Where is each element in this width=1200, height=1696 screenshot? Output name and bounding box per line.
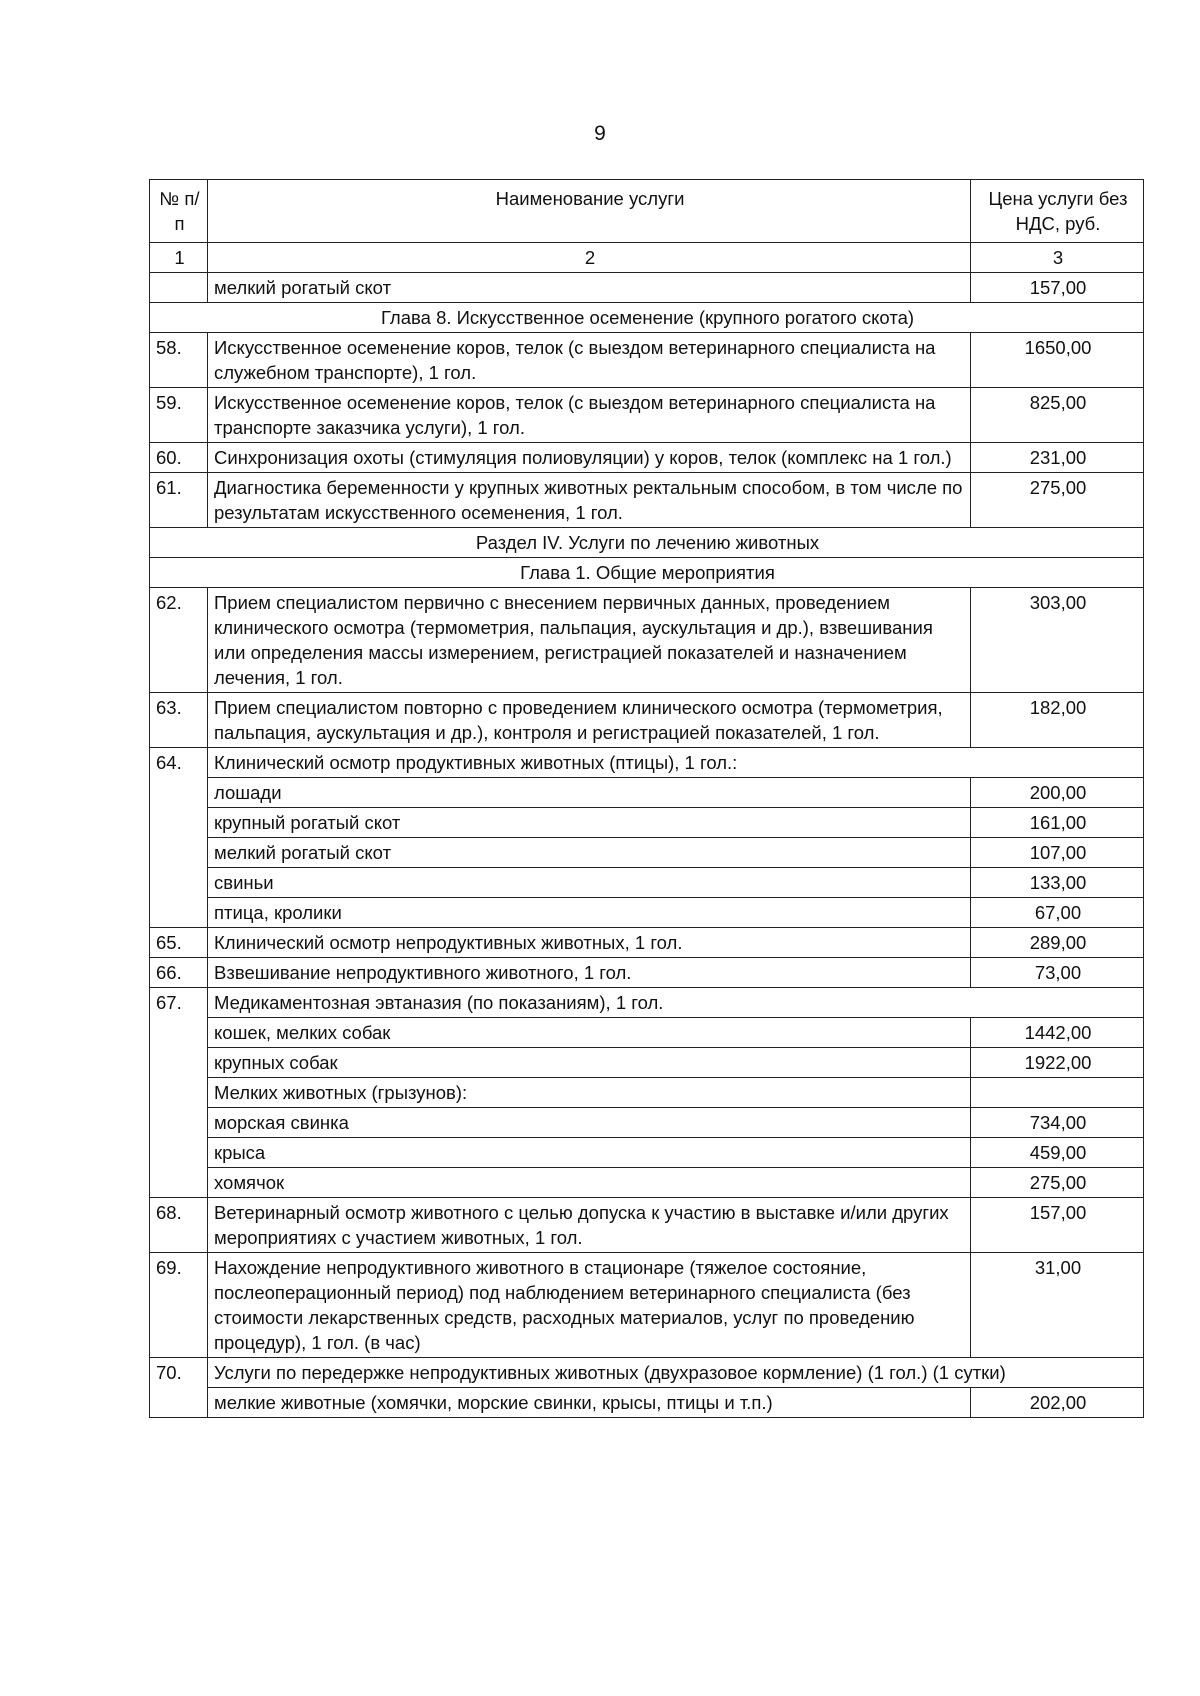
sub-service-price: 1442,00 xyxy=(971,1018,1144,1048)
price-table xyxy=(149,179,1144,1418)
table-row xyxy=(150,958,1144,988)
row-number: 61. xyxy=(150,473,208,528)
sub-row xyxy=(150,1048,1144,1078)
sub-service-name: Мелких животных (грызунов): xyxy=(208,1078,971,1108)
service-name: Медикаментозная эвтаназия (по показаниям), 1 гол. xyxy=(208,988,1144,1018)
table-row xyxy=(150,388,1144,443)
column-number: 1 xyxy=(150,243,208,273)
sub-service-name: мелкий рогатый скот xyxy=(208,838,971,868)
service-price: 275,00 xyxy=(971,473,1144,528)
service-price: 231,00 xyxy=(971,443,1144,473)
service-name: Искусственное осеменение коров, телок (с выездом ветеринарного специалиста на служебном транспорте), 1 гол. xyxy=(208,333,971,388)
column-number: 2 xyxy=(208,243,971,273)
sub-service-price: 161,00 xyxy=(971,808,1144,838)
sub-service-price: 133,00 xyxy=(971,868,1144,898)
column-number: 3 xyxy=(971,243,1144,273)
sub-service-name: свиньи xyxy=(208,868,971,898)
column-number-row xyxy=(150,243,1144,273)
row-number: 63. xyxy=(150,693,208,748)
sub-service-price: 1922,00 xyxy=(971,1048,1144,1078)
sub-row xyxy=(150,898,1144,928)
page-number: 9 xyxy=(594,122,606,145)
table-row xyxy=(150,928,1144,958)
service-name: мелкий рогатый скот xyxy=(208,273,971,303)
sub-service-price xyxy=(971,1078,1144,1108)
chapter-row xyxy=(150,303,1144,333)
service-name: Синхронизация охоты (стимуляция полиовуляции) у коров, телок (комплекс на 1 гол.) xyxy=(208,443,971,473)
service-name: Клинический осмотр продуктивных животных (птицы), 1 гол.: xyxy=(208,748,1144,778)
row-number: 62. xyxy=(150,588,208,693)
sub-service-name: птица, кролики xyxy=(208,898,971,928)
section-row xyxy=(150,528,1144,558)
sub-service-name: крупный рогатый скот xyxy=(208,808,971,838)
sub-service-price: 67,00 xyxy=(971,898,1144,928)
sub-service-name: морская свинка xyxy=(208,1108,971,1138)
row-number: 68. xyxy=(150,1198,208,1253)
chapter-row xyxy=(150,558,1144,588)
sub-row xyxy=(150,778,1144,808)
sub-service-price: 202,00 xyxy=(971,1388,1144,1418)
table-row xyxy=(150,273,1144,303)
section-title: Раздел IV. Услуги по лечению животных xyxy=(150,528,1144,558)
row-number: 64. xyxy=(150,748,208,928)
sub-service-price: 107,00 xyxy=(971,838,1144,868)
row-number: 59. xyxy=(150,388,208,443)
service-price: 31,00 xyxy=(971,1253,1144,1358)
sub-service-name: мелкие животные (хомячки, морские свинки, крысы, птицы и т.п.) xyxy=(208,1388,971,1418)
chapter-title: Глава 1. Общие мероприятия xyxy=(150,558,1144,588)
table-row xyxy=(150,988,1144,1018)
table-row xyxy=(150,1253,1144,1358)
service-name: Взвешивание непродуктивного животного, 1 гол. xyxy=(208,958,971,988)
sub-service-price: 734,00 xyxy=(971,1108,1144,1138)
sub-service-price: 200,00 xyxy=(971,778,1144,808)
service-name: Прием специалистом повторно с проведением клинического осмотра (термометрия, пальпация, аускультация и др.), контроля и регистрацией показателей, 1 гол. xyxy=(208,693,971,748)
table-row xyxy=(150,473,1144,528)
sub-service-name: крупных собак xyxy=(208,1048,971,1078)
sub-row xyxy=(150,868,1144,898)
service-name: Нахождение непродуктивного животного в стационаре (тяжелое состояние, послеоперационный период) под наблюдением ветеринарного специалиста (без стоимости лекарственных средств, расходных материалов, услуг по проведению процедур), 1 гол. (в час) xyxy=(208,1253,971,1358)
sub-row xyxy=(150,1078,1144,1108)
service-name: Услуги по передержке непродуктивных животных (двухразовое кормление) (1 гол.) (1 сутки) xyxy=(208,1358,1144,1388)
table-header-row xyxy=(150,180,1144,243)
header-price: Цена услуги без НДС, руб. xyxy=(971,180,1144,243)
table-row xyxy=(150,693,1144,748)
service-price: 825,00 xyxy=(971,388,1144,443)
sub-row xyxy=(150,1108,1144,1138)
sub-service-price: 275,00 xyxy=(971,1168,1144,1198)
sub-row xyxy=(150,808,1144,838)
sub-service-name: крыса xyxy=(208,1138,971,1168)
row-number: 67. xyxy=(150,988,208,1198)
table-row xyxy=(150,1198,1144,1253)
sub-row xyxy=(150,838,1144,868)
table-row xyxy=(150,588,1144,693)
sub-service-price: 459,00 xyxy=(971,1138,1144,1168)
row-number: 70. xyxy=(150,1358,208,1418)
table-row xyxy=(150,443,1144,473)
service-price: 157,00 xyxy=(971,273,1144,303)
sub-service-name: лошади xyxy=(208,778,971,808)
sub-service-name: кошек, мелких собак xyxy=(208,1018,971,1048)
service-price: 303,00 xyxy=(971,588,1144,693)
service-name: Диагностика беременности у крупных животных ректальным способом, в том числе по результатам искусственного осеменения, 1 гол. xyxy=(208,473,971,528)
service-price: 73,00 xyxy=(971,958,1144,988)
service-name: Ветеринарный осмотр животного с целью допуска к участию в выставке и/или других мероприятиях с участием животных, 1 гол. xyxy=(208,1198,971,1253)
sub-row xyxy=(150,1138,1144,1168)
row-number: 66. xyxy=(150,958,208,988)
chapter-title: Глава 8. Искусственное осеменение (крупного рогатого скота) xyxy=(150,303,1144,333)
row-number: 58. xyxy=(150,333,208,388)
row-number: 69. xyxy=(150,1253,208,1358)
service-price: 289,00 xyxy=(971,928,1144,958)
sub-service-name: хомячок xyxy=(208,1168,971,1198)
table-row xyxy=(150,333,1144,388)
row-number: 65. xyxy=(150,928,208,958)
table-row xyxy=(150,1358,1144,1388)
service-price: 1650,00 xyxy=(971,333,1144,388)
table-row xyxy=(150,748,1144,778)
sub-row xyxy=(150,1018,1144,1048)
row-number: 60. xyxy=(150,443,208,473)
header-name: Наименование услуги xyxy=(208,180,971,243)
service-price: 157,00 xyxy=(971,1198,1144,1253)
service-name: Искусственное осеменение коров, телок (с выездом ветеринарного специалиста на транспорте заказчика услуги), 1 гол. xyxy=(208,388,971,443)
header-number: № п/п xyxy=(150,180,208,243)
service-price: 182,00 xyxy=(971,693,1144,748)
sub-row xyxy=(150,1168,1144,1198)
service-name: Прием специалистом первично с внесением первичных данных, проведением клинического осмотра (термометрия, пальпация, аускультация и др.), взвешивания или определения массы измерением, регистрацией показателей и назначением лечения, 1 гол. xyxy=(208,588,971,693)
sub-row xyxy=(150,1388,1144,1418)
service-name: Клинический осмотр непродуктивных животных, 1 гол. xyxy=(208,928,971,958)
